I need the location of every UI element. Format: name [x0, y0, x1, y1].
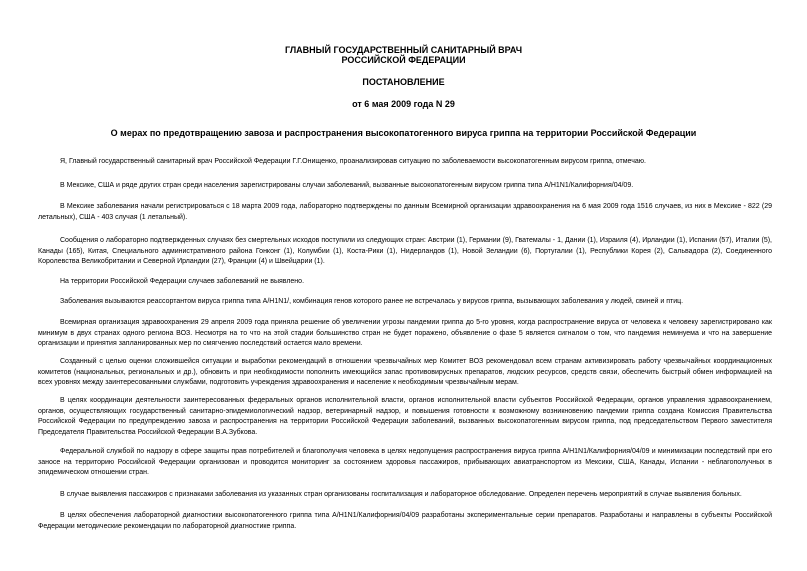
paragraph-8: Созданный с целью оценки сложившейся ситуации и выработки рекомендаций в отношении чрезвычайных мер Комитет ВОЗ рекомендовал всем странам активизировать работу чрезвычайных координационных комитетов (национальных, региональных и др.), обновить и при необходимости пополнить имеющийся запас противовирусных препаратов, людских ресурсов, средств связи, обеспечить быстрый обмен информацией на всех уровнях между заинтересованными службами, подготовить учреждения здравоохранения и население к необходимым чрезвычайным мерам.: [38, 358, 772, 386]
paragraph-5: На территории Российской Федерации случаев заболеваний не выявлено.: [60, 278, 305, 285]
paragraph-6: Заболевания вызываются реассортантом вируса гриппа типа A/H1N1/, комбинация генов которого ранее не встречалась у вирусов гриппа, вызывающих заболевания у людей, свиней и птиц.: [60, 298, 684, 305]
paragraph-10: Федеральной службой по надзору в сфере защиты прав потребителей и благополучия человека в целях недопущения распространения вируса гриппа A/H1N1/Калифорния/04/09 и минимизации последствий при его заносе на территорию Российской Федерации организован и проводится мониторинг за состоянием здоровья пассажиров, прибывающих авиатранспортом из Мексики, США, Канады, Испании - неблагополучных в эпидемическом отношении стран.: [38, 448, 772, 476]
paragraph-12: В целях обеспечения лабораторной диагностики высокопатогенного гриппа типа A/H1N1/Калифорния/04/09 разработаны экспериментальные серии препаратов. Разработаны и направлены в субъекты Российской Федерации методические рекомендации по лабораторной диагностике гриппа.: [38, 512, 772, 530]
document-date-number: от 6 мая 2009 года N 29: [352, 99, 455, 109]
paragraph-7: Всемирная организация здравоохранения 29 апреля 2009 года приняла решение об увеличении угрозы пандемии гриппа до 5-го уровня, когда распространение вируса от человека к человеку зарегистрировано как минимум в двух странах одного региона ВОЗ. Несмотря на то что на этой стадии большинство стран не будет поражено, объявление о фазе 5 является сигналом о том, что пандемия неминуема и что на завершение организации и принятия запланированных мер по смягчению последствий остается мало времени.: [38, 319, 772, 347]
authority-line-2: РОССИЙСКОЙ ФЕДЕРАЦИИ: [341, 55, 466, 65]
paragraph-3: В Мексике заболевания начали регистрироваться с 18 марта 2009 года, лабораторно подтверждены по данным Всемирной организации здравоохранения на 6 мая 2009 года 1516 случаев, из них в Мексике - 822 (29 летальных), США - 403 случая (1 летальный).: [38, 203, 772, 221]
authority-line-1: ГЛАВНЫЙ ГОСУДАРСТВЕННЫЙ САНИТАРНЫЙ ВРАЧ: [284, 45, 523, 55]
paragraph-4: Сообщения о лабораторно подтвержденных случаях без смертельных исходов поступили из следующих стран: Австрии (1), Германии (9), Гватемалы - 1, Дании (1), Израиля (4), Ирландии (1), Испании (57), Италии (5), Канады (165), Китая, Специального административного района Гонконг (1), Колумбии (1), Коста-Рики (1), Нидерландов (1), Новой Зеландии (6), Португалии (1), Республики Корея (2), Сальвадора (2), Соединенного Королевства Великобритании и Северной Ирландии (27), Франции (4) и Швейцарии (1).: [38, 237, 772, 265]
document-title: О мерах по предотвращению завоза и распространения высокопатогенного вируса гриппа на территории Российской Федерации: [110, 128, 697, 138]
paragraph-9: В целях координации деятельности заинтересованных федеральных органов исполнительной власти, органов исполнительной власти субъектов Российской Федерации, органов управления здравоохранением, органов, осуществляющих государственный санитарно-эпидемиологический надзор, ветеринарный надзор, и повышения готовности к возможному возникновению пандемии гриппа создана Комиссия Правительства Российской Федерации по предупреждению завоза и распространения на территории Российской Федерации заболеваний, вызванных высокопатогенным вирусом гриппа, под председательством Первого заместителя Председателя Правительства Российской Федерации В.А.Зубкова.: [38, 397, 772, 436]
paragraph-11: В случае выявления пассажиров с признаками заболевания из указанных стран организованы госпитализация и лабораторное обследование. Определен перечень мероприятий в случае выявления больных.: [60, 491, 742, 498]
document-type: ПОСТАНОВЛЕНИЕ: [362, 77, 445, 87]
paragraph-2: В Мексике, США и ряде других стран среди населения зарегистрированы случаи заболеваний, вызванные высокопатогенным вирусом гриппа типа A/H1N1/Калифорния/04/09.: [60, 182, 634, 189]
paragraph-1: Я, Главный государственный санитарный врач Российской Федерации Г.Г.Онищенко, проанализировав ситуацию по заболеваемости высокопатогенным вирусом гриппа, отмечаю.: [60, 158, 646, 165]
